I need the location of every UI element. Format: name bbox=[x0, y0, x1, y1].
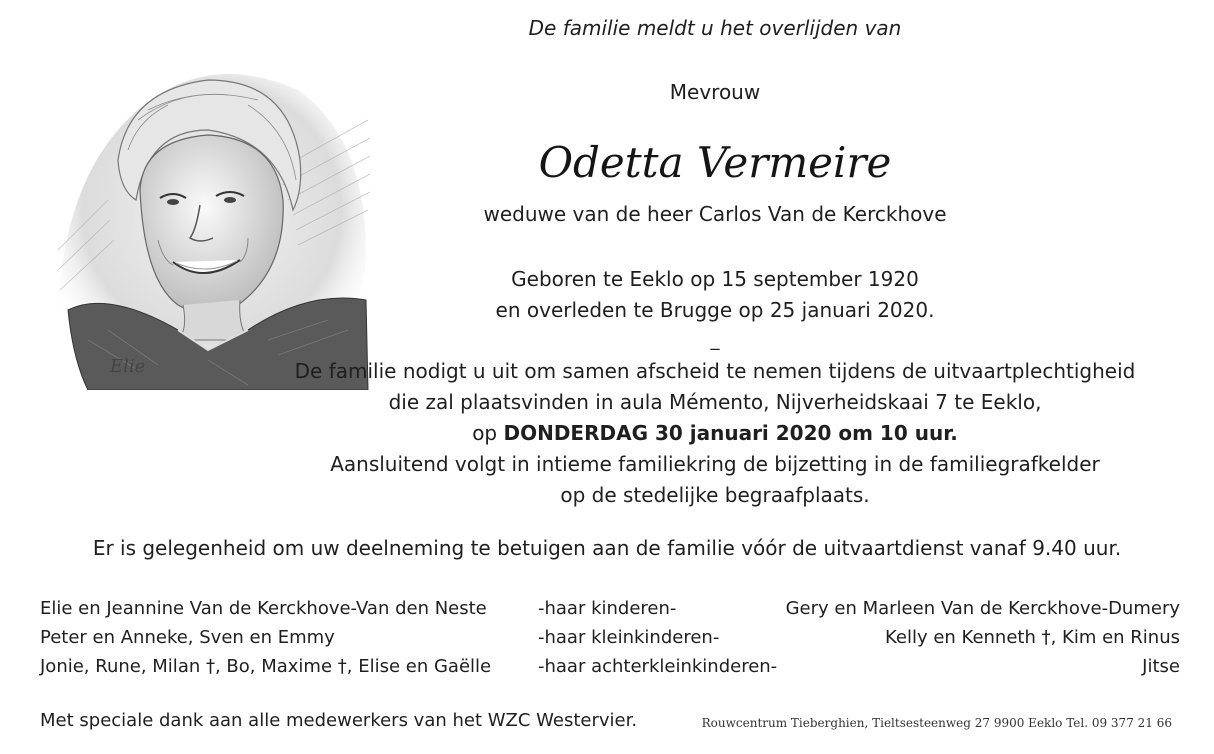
portrait-signature: Elie bbox=[110, 356, 146, 377]
family-right: Gery en Marleen Van de Kerckhove-Dumery bbox=[785, 598, 1180, 619]
family-relation: -haar achterkleinkinderen- bbox=[538, 656, 778, 677]
spouse-line: weduwe van de heer Carlos Van de Kerckhove bbox=[483, 202, 947, 226]
family-row bbox=[40, 656, 1180, 685]
family-relation: -haar kleinkinderen- bbox=[538, 627, 720, 648]
separator: _ bbox=[710, 330, 720, 351]
invitation-line-2: die zal plaatsvinden in aula Mémento, Nijverheidskaai 7 te Eeklo, bbox=[388, 390, 1042, 414]
birth-death-block bbox=[250, 264, 1180, 326]
family-right: Kelly en Kenneth †, Kim en Rinus bbox=[884, 627, 1180, 648]
invitation-line-3-prefix: op bbox=[472, 421, 504, 445]
invitation-line-1: De familie nodigt u uit om samen afscheid te nemen tijdens de uitvaartplechtigheid bbox=[294, 359, 1136, 383]
funeral-date: DONDERDAG 30 januari 2020 om 10 uur. bbox=[503, 421, 958, 445]
thanks-line: Met speciale dank aan alle medewerkers van het WZC Westervier. bbox=[40, 710, 638, 731]
invitation-line-4: Aansluitend volgt in intieme familiekring de bijzetting in de familiegrafkelder bbox=[330, 452, 1100, 476]
family-row bbox=[40, 598, 1180, 627]
family-list bbox=[40, 598, 1180, 685]
family-relation: -haar kinderen- bbox=[538, 598, 677, 619]
undertaker-contact: Rouwcentrum Tieberghien, Tieltsesteenweg 27 9900 Eeklo Tel. 09 377 21 66 bbox=[701, 716, 1172, 730]
intro-line: De familie meldt u het overlijden van bbox=[528, 16, 902, 40]
condolence-line: Er is gelegenheid om uw deelneming te betuigen aan de familie vóór de uitvaartdienst vanaf 9.40 uur. bbox=[92, 536, 1122, 560]
born-line: Geboren te Eeklo op 15 september 1920 bbox=[511, 267, 919, 291]
family-left: Elie en Jeannine Van de Kerckhove-Van den Neste bbox=[40, 598, 487, 619]
family-left: Peter en Anneke, Sven en Emmy bbox=[40, 627, 335, 648]
invitation-block bbox=[200, 356, 1214, 511]
family-left: Jonie, Rune, Milan †, Bo, Maxime †, Elise en Gaëlle bbox=[40, 656, 492, 677]
title-word: Mevrouw bbox=[669, 80, 761, 104]
family-right: Jitse bbox=[1142, 656, 1180, 677]
died-line: en overleden te Brugge op 25 januari 2020. bbox=[495, 298, 935, 322]
invitation-line-5: op de stedelijke begraafplaats. bbox=[560, 483, 870, 507]
invitation-line-3 bbox=[200, 418, 1214, 449]
family-row bbox=[40, 627, 1180, 656]
deceased-name: Odetta Vermeire bbox=[538, 138, 892, 187]
